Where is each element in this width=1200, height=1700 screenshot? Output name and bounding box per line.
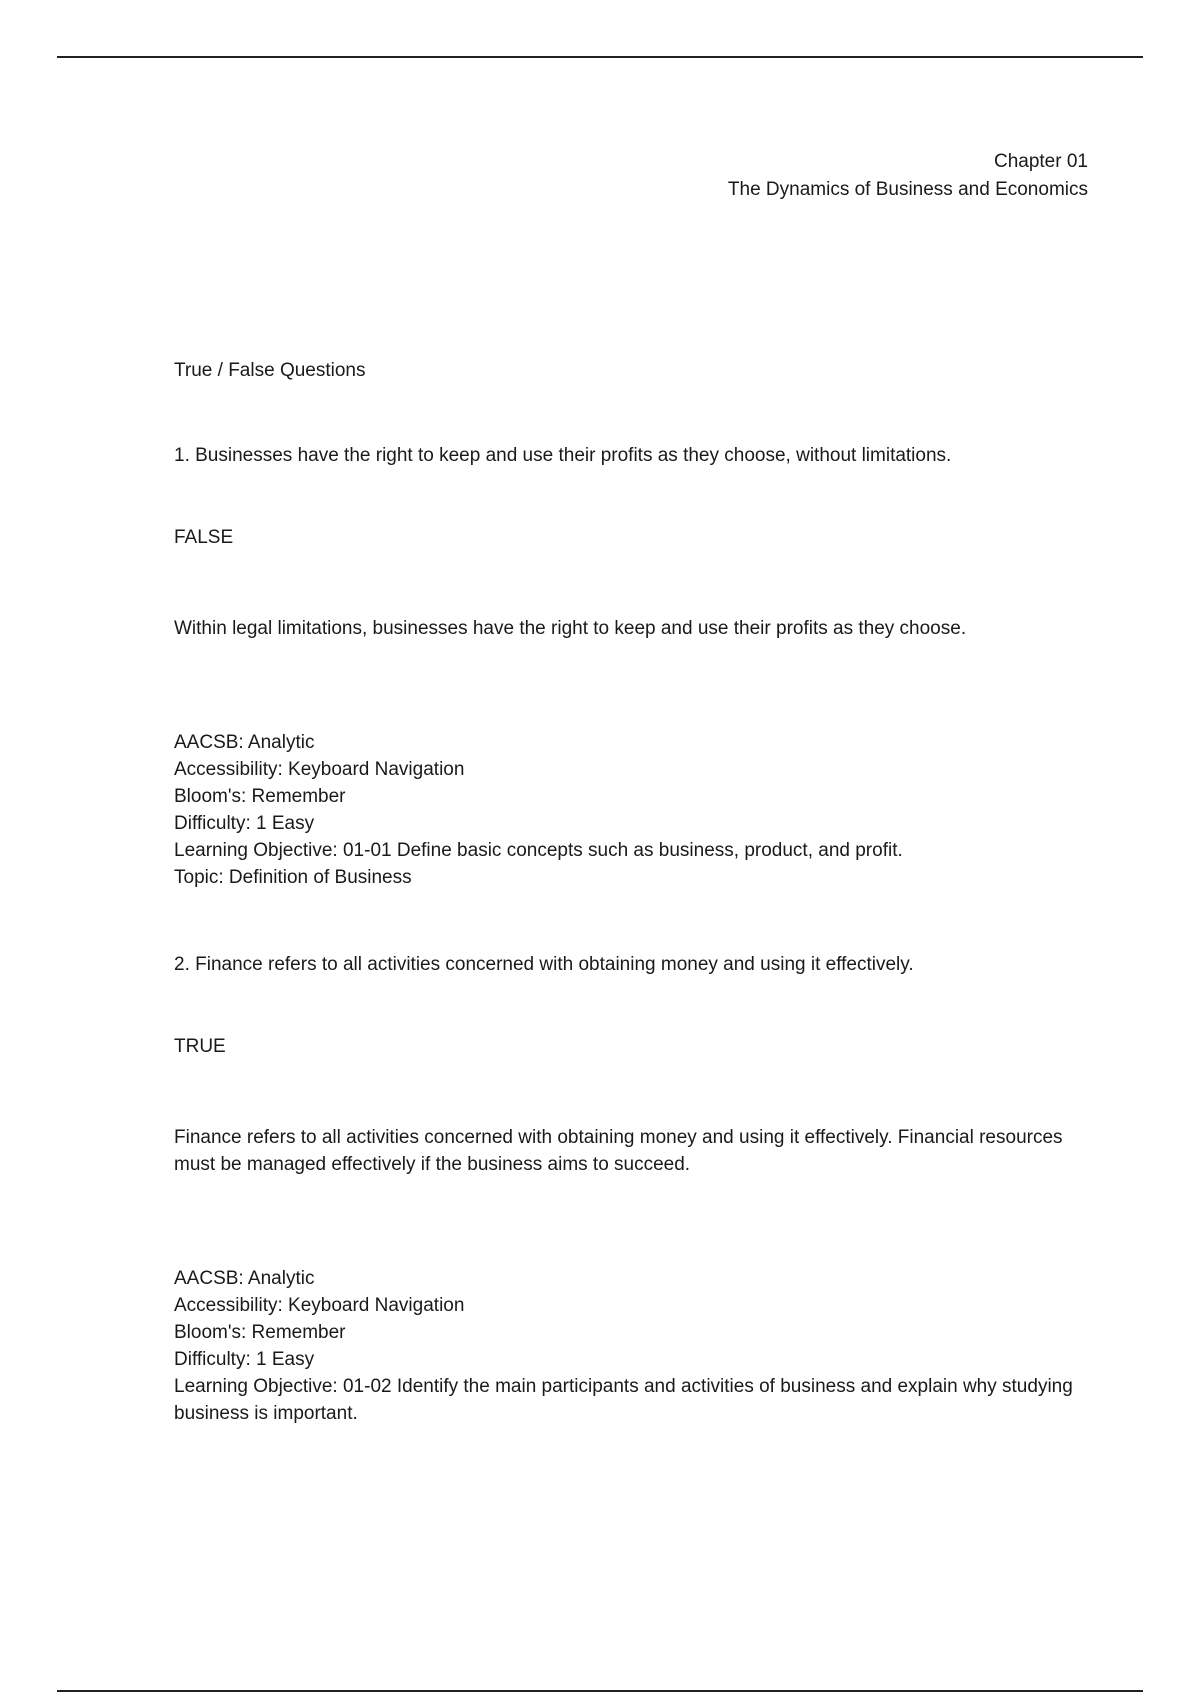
question-1-answer: FALSE xyxy=(174,527,234,548)
meta-difficulty: Difficulty: 1 Easy xyxy=(174,1349,315,1370)
question-2-explanation: Finance refers to all activities concerned with obtaining money and using it effectively. Financial resources must be managed effectively if the business aims to succeed. xyxy=(174,1127,1063,1175)
meta-learning-objective: Learning Objective: 01-02 Identify the main participants and activities of business and explain why studying business is important. xyxy=(174,1376,1073,1424)
meta-accessibility: Accessibility: Keyboard Navigation xyxy=(174,1295,465,1316)
section-title: True / False Questions xyxy=(174,360,366,381)
meta-aacsb: AACSB: Analytic xyxy=(174,732,315,753)
meta-accessibility: Accessibility: Keyboard Navigation xyxy=(174,759,465,780)
chapter-header xyxy=(728,148,1088,204)
top-rule xyxy=(57,56,1143,58)
question-1-explanation: Within legal limitations, businesses have the right to keep and use their profits as they choose. xyxy=(174,618,967,639)
meta-blooms: Bloom's: Remember xyxy=(174,786,346,807)
question-2-metadata xyxy=(174,1265,1074,1427)
meta-difficulty: Difficulty: 1 Easy xyxy=(174,813,315,834)
question-2-text: 2. Finance refers to all activities concerned with obtaining money and using it effectively. xyxy=(174,954,914,975)
bottom-rule xyxy=(57,1690,1143,1692)
meta-blooms: Bloom's: Remember xyxy=(174,1322,346,1343)
question-1-text: 1. Businesses have the right to keep and use their profits as they choose, without limitations. xyxy=(174,445,952,466)
chapter-title: The Dynamics of Business and Economics xyxy=(727,179,1088,200)
meta-aacsb: AACSB: Analytic xyxy=(174,1268,315,1289)
question-2-answer: TRUE xyxy=(174,1036,226,1057)
meta-topic: Topic: Definition of Business xyxy=(174,867,412,888)
meta-learning-objective: Learning Objective: 01-01 Define basic concepts such as business, product, and profit. xyxy=(174,840,903,861)
chapter-number: Chapter 01 xyxy=(993,151,1088,172)
question-1-metadata xyxy=(174,729,1074,891)
